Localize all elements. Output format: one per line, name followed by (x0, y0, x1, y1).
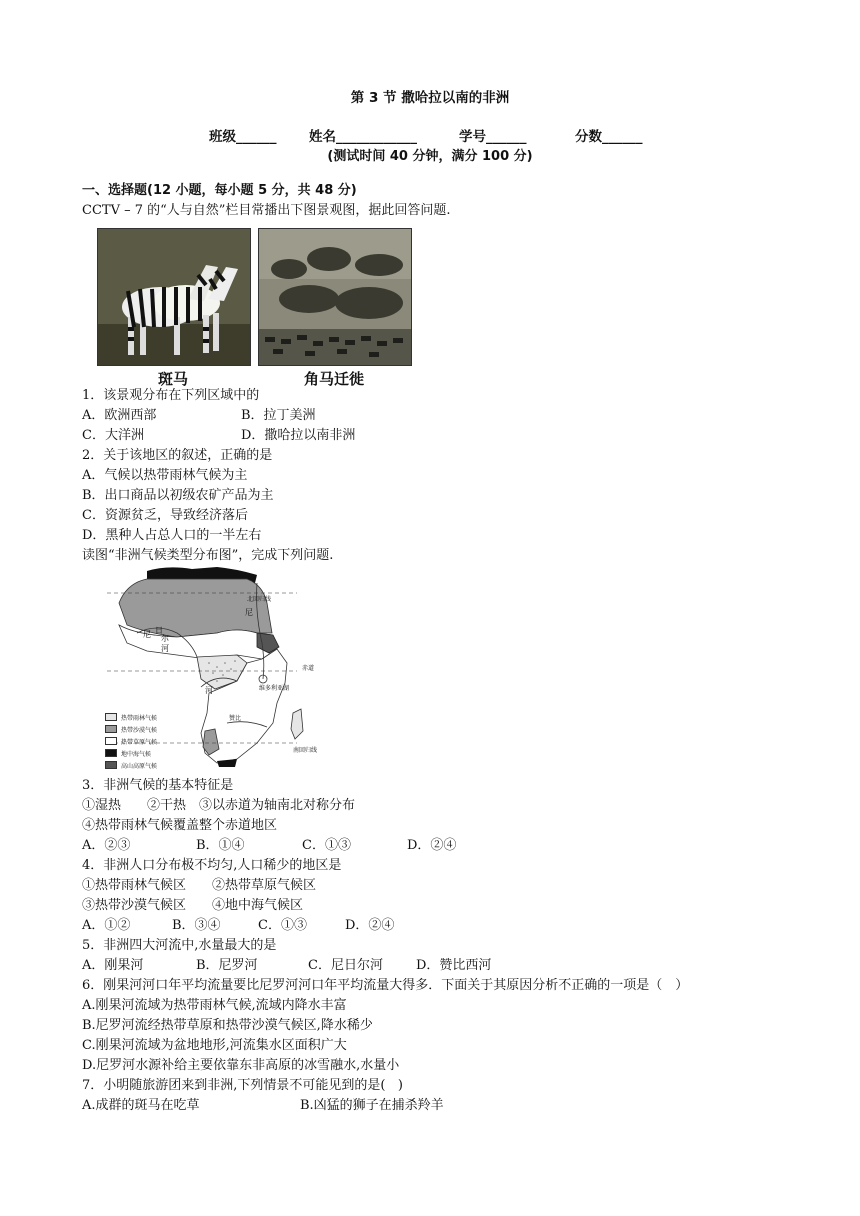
q4-statements-2: ③热带沙漠气候区 ④地中海气候区 (82, 898, 304, 913)
legend-swatch-rainforest (105, 713, 117, 721)
zebra-illustration (98, 229, 250, 365)
q2-stem: 2．关于该地区的叙述，正确的是 (82, 448, 273, 463)
section-intro: CCTV – 7 的“人与自然”栏目常播出下图景观图，据此回答问题. (82, 203, 451, 218)
q2-option-d: D．黑种人占总人口的一半左右 (82, 528, 262, 543)
wildebeest-photo (258, 228, 412, 366)
q3-option-b: B．①④ (196, 838, 245, 853)
map-label-tropic-north: 北回归线 (247, 596, 272, 603)
q3-option-a: A．②③ (82, 838, 131, 853)
name-field: 姓名____________ (309, 129, 417, 145)
q3-statements-2: ④热带雨林气候覆盖整个赤道地区 (82, 818, 278, 833)
africa-climate-map (97, 563, 327, 775)
legend-swatch-desert (105, 725, 117, 733)
map-label-niger-3: 尔 (161, 634, 169, 643)
q1-option-a: A．欧洲西部 (82, 408, 157, 423)
q2-option-b: B．出口商品以初级农矿产品为主 (82, 488, 274, 503)
q2-option-a: A．气候以热带雨林气候为主 (82, 468, 248, 483)
q7-option-b: B.凶猛的狮子在捕杀羚羊 (300, 1098, 444, 1113)
score-field: 分数______ (575, 129, 643, 145)
legend-mediterranean: 地中海气候 (121, 751, 152, 758)
q3-option-d: D．②④ (407, 838, 457, 853)
q1-option-b: B．拉丁美洲 (241, 408, 316, 423)
map-label-victoria: 维多利亚湖 (259, 685, 290, 692)
q5-option-b: B．尼罗河 (196, 958, 258, 973)
q3-stem: 3．非洲气候的基本特征是 (82, 778, 234, 793)
legend-swatch-savanna (105, 737, 117, 745)
page-title: 第 3 节 撒哈拉以南的非洲 (350, 90, 510, 106)
map-label-tropic-south: 南回归线 (293, 747, 318, 754)
legend-desert: 热带沙漠气候 (121, 727, 158, 734)
legend-swatch-highland (105, 761, 117, 769)
q2-option-c: C．资源贫乏，导致经济落后 (82, 508, 248, 523)
q5-option-a: A．刚果河 (82, 958, 144, 973)
zebra-photo (97, 228, 251, 366)
q6-option-d: D.尼罗河水源补给主要依靠东非高原的冰雪融水,水量小 (82, 1058, 400, 1073)
q6-option-a: A.刚果河流域为热带雨林气候,流域内降水丰富 (82, 998, 347, 1013)
q4-option-c: C．①③ (258, 918, 307, 933)
map-label-nile: 尼 (245, 608, 253, 617)
section-heading: 一、选择题(12 小题，每小题 5 分，共 48 分) (82, 183, 357, 198)
q7-option-a: A.成群的斑马在吃草 (82, 1098, 200, 1113)
q4-statements-1: ①热带雨林气候区 ②热带草原气候区 (82, 878, 317, 893)
map-label-congo: 河 (205, 686, 213, 695)
map-label-niger-1: 尼 (143, 630, 151, 639)
map-label-zambezi: 赞比 (229, 715, 242, 722)
time-note: (测试时间 40 分钟，满分 100 分) (327, 149, 533, 164)
legend-highland: 高山高原气候 (121, 763, 158, 770)
zebra-caption: 斑马 (157, 370, 188, 388)
map-label-niger-2: 日 (155, 626, 163, 635)
q4-option-d: D．②④ (345, 918, 395, 933)
class-field: 班级______ (209, 129, 277, 145)
q4-option-a: A．①② (82, 918, 131, 933)
q6-option-c: C.刚果河流域为盆地地形,河流集水区面积广大 (82, 1038, 347, 1053)
q3-statements-1: ①湿热 ②干热 ③以赤道为轴南北对称分布 (82, 798, 356, 813)
legend-rainforest: 热带雨林气候 (121, 715, 158, 722)
wildebeest-illustration (259, 229, 411, 365)
q1-stem: 1．该景观分布在下列区域中的 (82, 388, 260, 403)
legend-savanna: 热带草原气候 (121, 739, 158, 746)
q4-option-b: B．③④ (172, 918, 221, 933)
map-label-niger-4: 河 (161, 644, 169, 653)
q6-stem: 6．刚果河河口年平均流量要比尼罗河河口年平均流量大得多．下面关于其原因分析不正确的一项是（ ） (82, 978, 689, 993)
q5-option-d: D．赞比西河 (416, 958, 492, 973)
q3-option-c: C．①③ (302, 838, 351, 853)
map-label-equator: 赤道 (302, 665, 315, 672)
q1-option-c: C．大洋洲 (82, 428, 144, 443)
q5-option-c: C．尼日尔河 (308, 958, 383, 973)
wildebeest-caption: 角马迁徙 (303, 370, 364, 388)
q5-stem: 5．非洲四大河流中,水量最大的是 (82, 938, 277, 953)
q1-option-d: D．撒哈拉以南非洲 (241, 428, 356, 443)
q6-option-b: B.尼罗河流经热带草原和热带沙漠气候区,降水稀少 (82, 1018, 373, 1033)
student-id-field: 学号______ (459, 129, 527, 145)
map-intro: 读图“非洲气候类型分布图”，完成下列问题. (82, 548, 334, 563)
q7-stem: 7．小明随旅游团来到非洲,下列情景不可能见到的是( ) (82, 1078, 403, 1093)
legend-swatch-mediterranean (105, 749, 117, 757)
q4-stem: 4．非洲人口分布极不均匀,人口稀少的地区是 (82, 858, 342, 873)
